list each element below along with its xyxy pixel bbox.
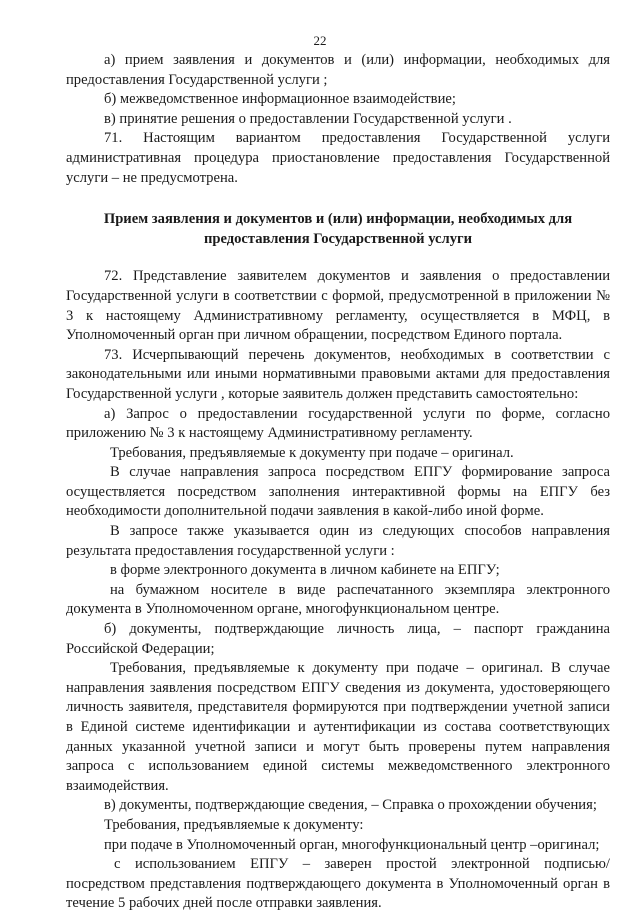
paragraph-document-requirements: Требования, предъявляемые к документу: bbox=[104, 816, 364, 833]
paragraph-epgu-signature: с использованием ЕПГУ – заверен простой электронной подписью/ посредством представления подтверждающего документа в Уполномоченный орган в течение 5 рабочих дней после отправки заявления. bbox=[66, 856, 610, 912]
paragraph-b-passport: б) документы, подтверждающие личность лица, – паспорт гражданина Российской Федерации; bbox=[66, 621, 610, 657]
section-heading: Прием заявления и документов и (или) информации, необходимых для предоставления Государственной услуги bbox=[103, 211, 573, 247]
paragraph-electronic-method: в форме электронного документа в личном кабинете на ЕПГУ; bbox=[110, 562, 500, 579]
paragraph-71: 71. Настоящим вариантом предоставления Государственной услуги административная процедура приостановление предоставления Государственной услуги – не предусмотрена. bbox=[66, 130, 610, 186]
paragraph-72: 72. Представление заявителем документов и заявления о предоставлении Государственной услуги в соответствии с формой, предусмотренной в приложении № 3 к настоящему Административному регламенту, осуществляется в МФЦ, в Уполномоченный орган при личном обращении, посредством Единого портала. bbox=[66, 268, 610, 344]
page-number: 22 bbox=[313, 33, 327, 48]
paragraph-b-interaction: б) межведомственное информационное взаимодействие; bbox=[104, 91, 456, 108]
paragraph-in-person-original: при подаче в Уполномоченный орган, многофункциональный центр –оригинал; bbox=[104, 836, 600, 853]
paragraph-identity-requirements: Требования, предъявляемые к документу при подаче – оригинал. В случае направления заявления посредством ЕПГУ сведения из документа, удостоверяющего личность заявителя, представителя формируются при подтверждении учетной записи в Единой системе идентификации и аутентификации из состава соответствующих данных указанной учетной записи и могут быть проверены путем направления запроса с использованием единой системы межведомственного электронного взаимодействия. bbox=[66, 660, 610, 794]
paragraph-result-methods: В запросе также указывается один из следующих способов направления результата предоставления государственной услуги : bbox=[66, 523, 610, 559]
paragraph-73: 73. Исчерпывающий перечень документов, необходимых в соответствии с законодательными или иными нормативными правовыми актами для предоставления Государственной услуги , которые заявитель должен представить самостоятельно: bbox=[66, 346, 610, 402]
paragraph-paper-method: на бумажном носителе в виде распечатанного экземпляра электронного документа в Уполномоченном органе, многофункциональном центре. bbox=[66, 581, 610, 618]
paragraph-a-request: а) Запрос о предоставлении государственной услуги по форме, согласно приложению № 3 к настоящему Административному регламенту. bbox=[66, 405, 610, 442]
paragraph-epgu-form: В случае направления запроса посредством ЕПГУ формирование запроса осуществляется посредством заполнения интерактивной формы на ЕПГУ без необходимости дополнительной подачи заявления в какой-либо иной форме. bbox=[66, 464, 610, 520]
paragraph-v-certificate: в) документы, подтверждающие сведения, – Справка о прохождении обучения; bbox=[104, 797, 597, 814]
paragraph-a-intake: а) прием заявления и документов и (или) информации, необходимых для предоставления Государственной услуги ; bbox=[66, 52, 610, 88]
paragraph-requirements-original: Требования, предъявляемые к документу при подаче – оригинал. bbox=[110, 444, 514, 461]
page-content bbox=[66, 51, 610, 914]
paragraph-v-decision: в) принятие решения о предоставлении Государственной услуги . bbox=[104, 110, 512, 127]
